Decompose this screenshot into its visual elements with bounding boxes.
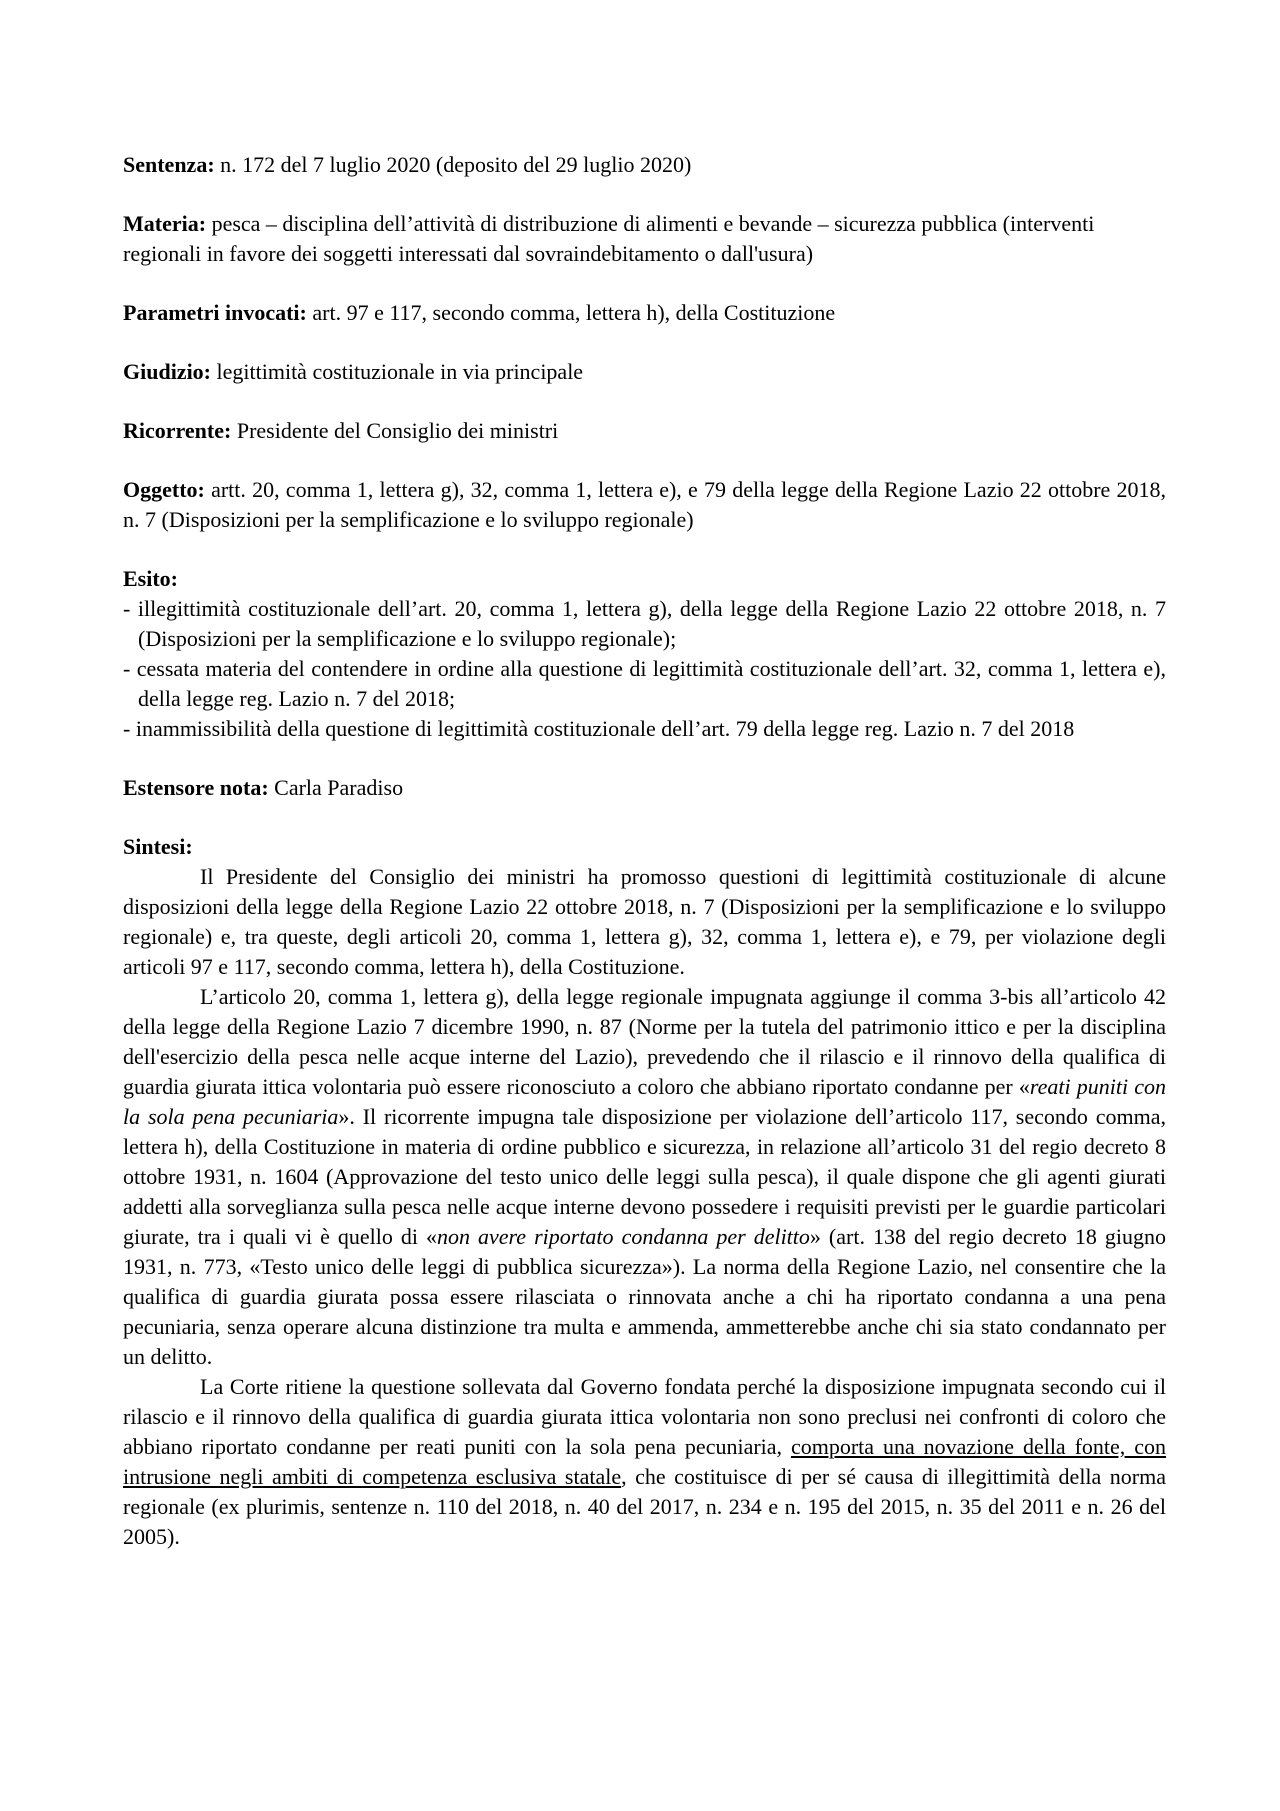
parametri-value: art. 97 e 117, secondo comma, lettera h), della Costituzione (312, 300, 836, 325)
giudizio-field (123, 357, 1166, 387)
estensore-label: Estensore nota: (123, 775, 269, 800)
sintesi-p3-text: , che costituisce di per sé causa di illegittimità della norma regionale (ex plurimis, sentenze n. 110 del 2018, n. 40 del 2017, n. 234 e n. 195 del 2015, n. 35 del 2011 e n. 26 del 2005). (123, 1464, 1166, 1549)
sintesi-p2-text: L’articolo 20, comma 1, lettera g), della legge regionale impugnata aggiunge il comma 3-bis all’articolo 42 della legge della Regione Lazio 7 dicembre 1990, n. 87 (Norme per la tutela del patrimonio ittico e per la disciplina dell'esercizio della pesca nelle acque interne del Lazio), prevedendo che il rilascio e il rinnovo della qualifica di guardia giurata ittica volontaria può essere riconosciuto a coloro che abbiano riportato condanne per « (123, 984, 1166, 1099)
materia-value: pesca – disciplina dell’attività di distribuzione di alimenti e bevande – sicurezza pubblica (interventi regionali in favore dei soggetti interessati dal sovraindebitamento o dall'usura) (123, 211, 1095, 266)
sintesi-p3-underlined: comporta una novazione della fonte, con intrusione negli ambiti di competenza esclusiva statale (123, 1434, 1166, 1489)
estensore-field (123, 773, 1166, 803)
sintesi-p2-text: » (art. 138 del regio decreto 18 giugno 1931, n. 773, «Testo unico delle leggi di pubblica sicurezza»). La norma della Regione Lazio, nel consentire che la qualifica di guardia giurata possa essere rilasciata o rinnovata anche a chi ha riportato condanna a una pena pecuniaria, senza operare alcuna distinzione tra multa e ammenda, ammetterebbe anche chi sia stato condannato per un delitto. (123, 1224, 1166, 1369)
sintesi-p2-quote-2: non avere riportato condanna per delitto (437, 1224, 810, 1249)
sintesi-paragraph-2 (123, 982, 1166, 1372)
sentenza-field (123, 150, 1166, 180)
sentenza-label: Sentenza: (123, 152, 215, 177)
ricorrente-value: Presidente del Consiglio dei ministri (236, 418, 559, 443)
sintesi-label: Sintesi: (123, 834, 193, 859)
oggetto-label: Oggetto: (123, 477, 205, 502)
sentenza-value: n. 172 del 7 luglio 2020 (deposito del 29 luglio 2020) (220, 152, 692, 177)
sintesi-p2-text: ». Il ricorrente impugna tale disposizione per violazione dell’articolo 117, secondo comma, lettera h), della Costituzione in materia di ordine pubblico e sicurezza, in relazione all’articolo 31 del regio decreto 8 ottobre 1931, n. 1604 (Approvazione del testo unico delle leggi sulla pesca), il quale dispone che gli agenti giurati addetti alla sorveglianza sulla pesca nelle acque interne devono possedere i requisiti previsti per le guardie particolari giurate, tra i quali vi è quello di « (123, 1104, 1166, 1249)
parametri-field (123, 298, 1166, 328)
esito-item: - illegittimità costituzionale dell’art. 20, comma 1, lettera g), della legge della Regione Lazio 22 ottobre 2018, n. 7 (Disposizioni per la semplificazione e lo sviluppo regionale); (123, 596, 1166, 651)
parametri-label: Parametri invocati: (123, 300, 307, 325)
esito-field (123, 564, 1166, 594)
ricorrente-field (123, 416, 1166, 446)
esito-item: - inammissibilità della questione di legittimità costituzionale dell’art. 79 della legge reg. Lazio n. 7 del 2018 (123, 716, 1075, 741)
sintesi-p3-text: La Corte ritiene la questione sollevata dal Governo fondata perché la disposizione impugnata secondo cui il rilascio e il rinnovo della qualifica di guardia giurata ittica volontaria non sono preclusi nei confronti di coloro che abbiano riportato condanne per reati puniti con la sola pena pecuniaria, (123, 1374, 1166, 1459)
sintesi-paragraph-1: Il Presidente del Consiglio dei ministri ha promosso questioni di legittimità costituzionale di alcune disposizioni della legge della Regione Lazio 22 ottobre 2018, n. 7 (Disposizioni per la semplificazione e lo sviluppo regionale) e, tra queste, degli articoli 20, comma 1, lettera g), 32, comma 1, lettera e), e 79, per violazione degli articoli 97 e 117, secondo comma, lettera h), della Costituzione. (123, 864, 1166, 979)
sintesi-paragraph-3 (123, 1372, 1166, 1552)
esito-label: Esito: (123, 566, 178, 591)
oggetto-value: artt. 20, comma 1, lettera g), 32, comma 1, lettera e), e 79 della legge della Regione Lazio 22 ottobre 2018, n. 7 (Disposizioni per la semplificazione e lo sviluppo regionale) (123, 477, 1167, 532)
sintesi-p2-quote-1: reati puniti con la sola pena pecuniaria (123, 1074, 1166, 1129)
giudizio-label: Giudizio: (123, 359, 212, 384)
document-page (123, 150, 1166, 1552)
esito-list (123, 594, 1166, 744)
materia-field (123, 209, 1166, 269)
esito-item: - cessata materia del contendere in ordine alla questione di legittimità costituzionale dell’art. 32, comma 1, lettera e), della legge reg. Lazio n. 7 del 2018; (123, 656, 1166, 711)
sintesi-field (123, 832, 1166, 862)
oggetto-field (123, 475, 1166, 535)
ricorrente-label: Ricorrente: (123, 418, 232, 443)
giudizio-value: legittimità costituzionale in via principale (216, 359, 584, 384)
estensore-value: Carla Paradiso (274, 775, 404, 800)
materia-label: Materia: (123, 211, 207, 236)
